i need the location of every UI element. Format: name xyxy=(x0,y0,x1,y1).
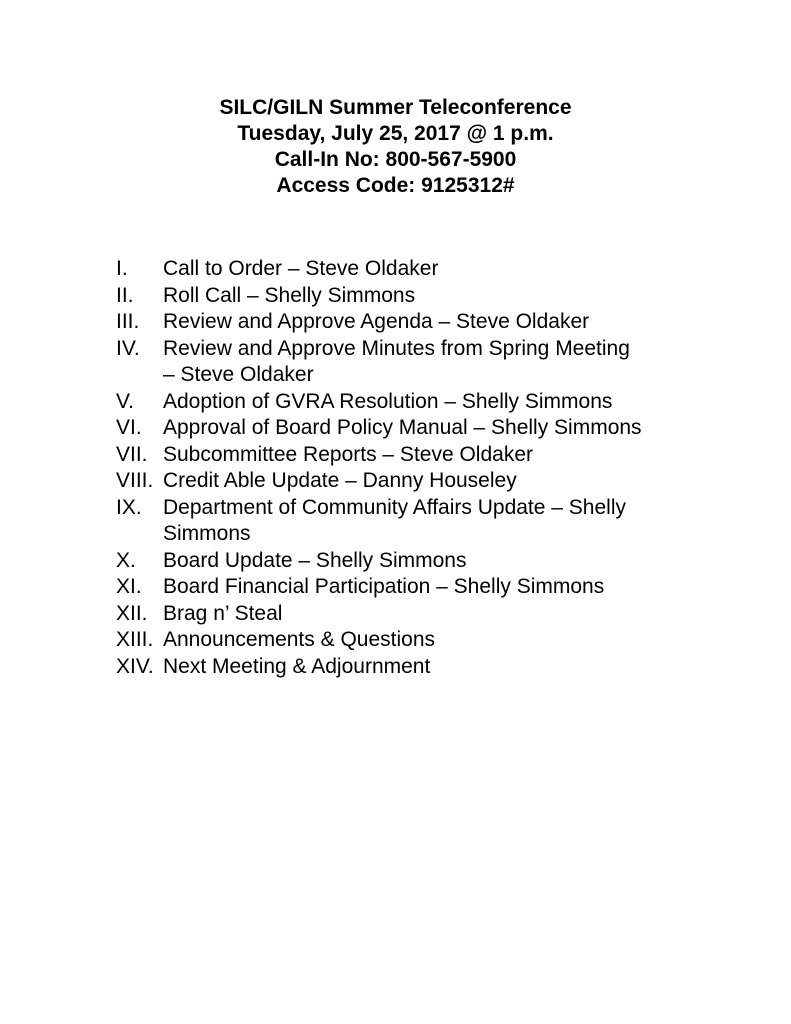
agenda-item-12 xyxy=(0,601,791,628)
agenda-number: VIII. xyxy=(116,469,154,492)
agenda-number: V. xyxy=(116,389,134,413)
agenda-number: II. xyxy=(116,283,134,307)
agenda-text: Review and Approve Agenda – Steve Oldaker xyxy=(163,310,590,333)
agenda-text: Board Update – Shelly Simmons xyxy=(163,548,467,572)
meeting-title: SILC/GILN Summer Teleconference xyxy=(219,96,572,119)
agenda-text: Adoption of GVRA Resolution – Shelly Simmons xyxy=(163,389,613,413)
document-header xyxy=(0,95,791,199)
agenda-text: Review and Approve Minutes from Spring Meeting xyxy=(163,336,630,360)
agenda-text: Roll Call – Shelly Simmons xyxy=(163,283,416,307)
agenda-item-5 xyxy=(0,389,791,416)
agenda-number: XIII. xyxy=(116,628,154,651)
agenda-item-9 xyxy=(0,495,791,548)
agenda-text-continued: Simmons xyxy=(163,522,251,545)
agenda-number: XII. xyxy=(116,601,148,625)
agenda-text: Brag n’ Steal xyxy=(163,601,283,625)
agenda-item-6 xyxy=(0,415,791,442)
agenda-item-2 xyxy=(0,283,791,310)
agenda-item-8 xyxy=(0,468,791,495)
agenda-list xyxy=(0,256,791,680)
agenda-text: Credit Able Update – Danny Houseley xyxy=(163,469,517,492)
agenda-number: I. xyxy=(116,257,128,280)
agenda-number: III. xyxy=(116,310,140,333)
agenda-number: XIV. xyxy=(116,654,154,678)
agenda-item-3 xyxy=(0,309,791,336)
call-in-number: Call-In No: 800-567-5900 xyxy=(274,148,517,171)
agenda-text: Department of Community Affairs Update – Shelly xyxy=(163,495,626,519)
agenda-item-4 xyxy=(0,336,791,389)
agenda-text: Announcements & Questions xyxy=(163,628,435,651)
agenda-item-10 xyxy=(0,548,791,575)
agenda-number: VI. xyxy=(116,416,142,439)
agenda-text: Next Meeting & Adjournment xyxy=(163,654,431,678)
agenda-number: IV. xyxy=(116,336,140,360)
agenda-text: Approval of Board Policy Manual – Shelly Simmons xyxy=(163,416,642,439)
agenda-item-1 xyxy=(0,256,791,283)
meeting-date-time: Tuesday, July 25, 2017 @ 1 p.m. xyxy=(237,122,554,145)
agenda-text-continued: – Steve Oldaker xyxy=(163,363,314,386)
agenda-item-13 xyxy=(0,627,791,654)
agenda-number: X. xyxy=(116,548,136,572)
agenda-number: XI. xyxy=(116,575,142,598)
agenda-text: Call to Order – Steve Oldaker xyxy=(163,257,439,280)
agenda-item-7 xyxy=(0,442,791,469)
agenda-text: Board Financial Participation – Shelly Simmons xyxy=(163,575,605,598)
agenda-number: VII. xyxy=(116,442,148,466)
agenda-item-11 xyxy=(0,574,791,601)
access-code: Access Code: 9125312# xyxy=(276,174,515,197)
agenda-item-14 xyxy=(0,654,791,681)
agenda-text: Subcommittee Reports – Steve Oldaker xyxy=(163,442,534,466)
agenda-number: IX. xyxy=(116,495,142,519)
